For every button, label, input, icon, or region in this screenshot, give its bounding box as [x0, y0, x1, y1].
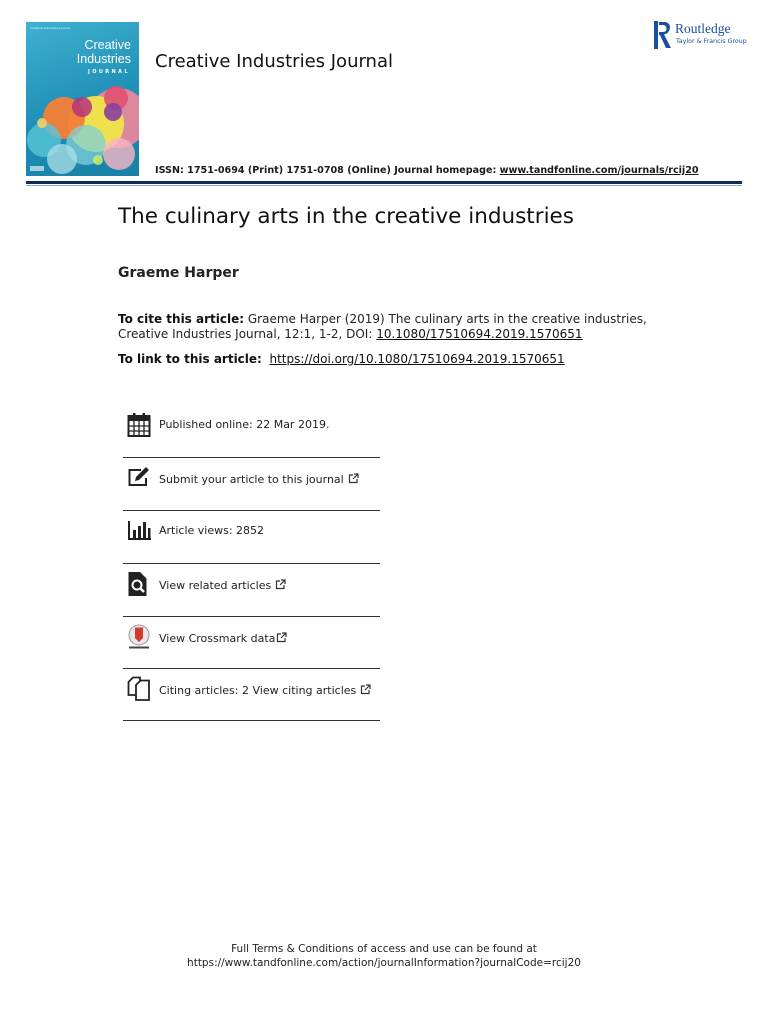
- crossmark-label: View Crossmark data: [159, 632, 276, 645]
- cover-top-text: Creative Industries Journal: [30, 26, 70, 30]
- article-author: Graeme Harper: [118, 265, 239, 281]
- row-divider: [123, 668, 380, 669]
- row-divider: [123, 457, 380, 458]
- article-views: Article views: 2852: [159, 524, 265, 537]
- link-label: To link to this article:: [118, 352, 262, 366]
- cover-title-line1: Creative: [84, 38, 131, 52]
- published-date: Published online: 22 Mar 2019.: [159, 418, 330, 431]
- view-citing-articles-link[interactable]: [159, 684, 371, 697]
- related-label: View related articles: [159, 579, 272, 592]
- external-link-icon: [276, 632, 287, 643]
- issn-line: [155, 165, 699, 176]
- view-related-articles-link[interactable]: [159, 579, 286, 592]
- row-divider: [123, 510, 380, 511]
- footer-terms-text: Full Terms & Conditions of access and use can be found at: [231, 943, 537, 955]
- cite-label: To cite this article:: [118, 312, 245, 326]
- cite-doi-link[interactable]: 10.1080/17510694.2019.1570651: [376, 326, 583, 341]
- row-divider: [123, 616, 380, 617]
- journal-homepage-link[interactable]: www.tandfonline.com/journals/rcij20: [499, 165, 699, 176]
- citing-label: Citing articles: 2 View citing articles: [159, 684, 357, 697]
- routledge-r-icon: [654, 21, 672, 49]
- header-rule-thick: [26, 181, 742, 184]
- external-link-icon: [348, 473, 359, 484]
- bar-chart-icon: [127, 518, 151, 544]
- article-doi-link[interactable]: https://doi.org/10.1080/17510694.2019.1570651: [269, 352, 565, 366]
- header-rule-thin: [26, 185, 742, 186]
- citing-documents-icon: [127, 676, 151, 702]
- citation-block: [118, 312, 678, 341]
- article-title: The culinary arts in the creative industries: [118, 204, 574, 229]
- row-divider: [123, 563, 380, 564]
- view-crossmark-link[interactable]: [159, 632, 287, 645]
- journal-title: Creative Industries Journal: [155, 51, 393, 72]
- journal-cover-image[interactable]: [26, 22, 139, 176]
- crossmark-icon: [127, 624, 151, 650]
- external-link-icon: [360, 684, 371, 695]
- external-link-icon: [275, 579, 286, 590]
- pencil-edit-icon: [127, 465, 151, 491]
- logo-name: Routledge: [675, 21, 731, 36]
- submit-article-link[interactable]: [159, 473, 359, 486]
- article-link-line: [118, 352, 565, 366]
- cover-title-line2: Industries: [76, 52, 131, 66]
- submit-label: Submit your article to this journal: [159, 473, 344, 486]
- routledge-logo[interactable]: [654, 21, 746, 49]
- calendar-icon: [127, 412, 151, 438]
- cite-text: Graeme Harper (2019) The culinary arts in the creative industries, Creative Industries Journal, 12:1, 1-2, DOI:: [118, 312, 647, 341]
- row-divider: [123, 720, 380, 721]
- issn-text: ISSN: 1751-0694 (Print) 1751-0708 (Online) Journal homepage:: [155, 165, 497, 176]
- logo-subtitle: Taylor & Francis Group: [676, 38, 747, 45]
- footer-terms-url[interactable]: https://www.tandfonline.com/action/journalInformation?journalCode=rcij20: [187, 957, 581, 969]
- search-document-icon: [127, 571, 151, 597]
- cover-title-line3: JOURNAL: [87, 69, 130, 75]
